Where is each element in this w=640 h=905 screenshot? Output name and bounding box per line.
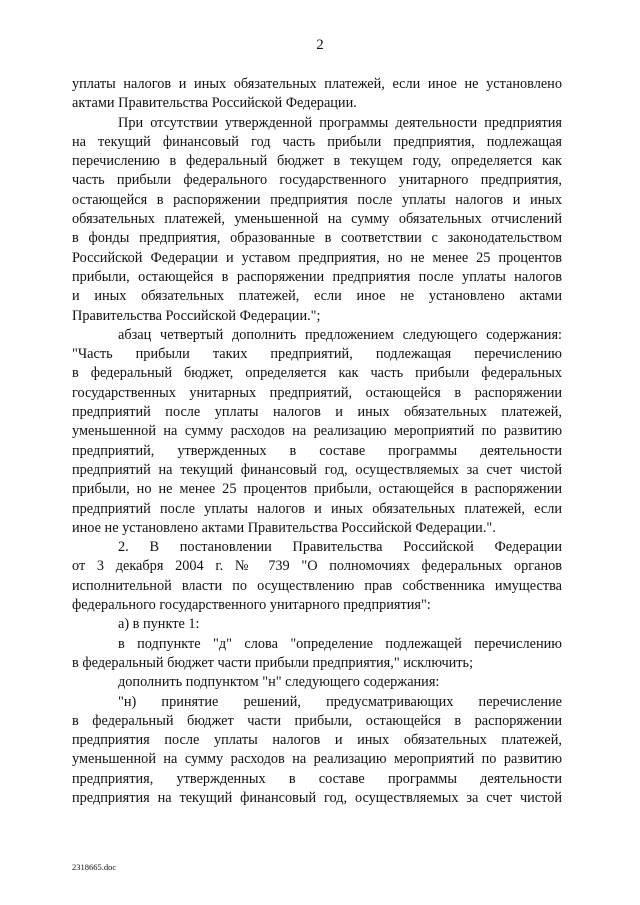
text-line: предприятий на текущий финансовый год, осуществляемых за счет чистой <box>72 461 562 478</box>
text-line: уменьшенной на сумму расходов на реализацию мероприятий по развитию <box>72 751 562 768</box>
text-line: предприятий после уплаты налогов и иных обязательных платежей, <box>72 404 562 421</box>
text-line: в фонды предприятия, образованные в соответствии с законодательством <box>72 230 562 247</box>
text-line: от 3 декабря 2004 г. № 739 "О полномочиях федеральных органов <box>72 558 562 575</box>
text-line: 2. В постановлении Правительства Российской Федерации <box>118 539 562 556</box>
text-line: государственных унитарных предприятий, остающейся в распоряжении <box>72 384 562 401</box>
text-line: уплаты налогов и иных обязательных платежей, если иное не установлено <box>72 76 562 92</box>
footer-file-code: 2318665.doc <box>72 862 117 872</box>
text-line: иное не установлено актами Правительства Российской Федерации.". <box>72 519 496 536</box>
text-line: "н) принятие решений, предусматривающих перечисление <box>118 693 562 710</box>
text-line: уменьшенной на сумму расходов на реализацию мероприятий по развитию <box>72 423 562 440</box>
text-line: предприятия, утвержденных в составе программы деятельности <box>72 770 562 787</box>
text-line: предприятия на текущий финансовый год, осуществляемых за счет чистой <box>72 789 562 806</box>
text-line: прибыли, но не менее 25 процентов прибыли, остающейся в распоряжении <box>72 481 562 498</box>
text-line: При отсутствии утвержденной программы деятельности предприятия <box>118 114 562 131</box>
text-line: дополнить подпунктом "н" следующего содержания: <box>118 674 440 691</box>
text-line: федерального государственного унитарного предприятия": <box>72 597 431 614</box>
text-line: перечислению в федеральный бюджет в текущем году, определяется как <box>72 153 562 170</box>
document-body <box>72 75 562 808</box>
text-line: актами Правительства Российской Федерации. <box>72 95 357 112</box>
text-line: Правительства Российской Федерации."; <box>72 307 321 324</box>
text-line: а) в пункте 1: <box>118 616 200 633</box>
text-line: и иных обязательных платежей, если иное не установлено актами <box>72 288 562 305</box>
text-line: часть прибыли федерального государственного унитарного предприятия, <box>72 172 562 189</box>
text-line: в подпункте "д" слова "определение подлежащей перечислению <box>118 635 562 652</box>
text-line: прибыли, остающейся в распоряжении предприятия после уплаты налогов <box>72 268 562 285</box>
text-line: в федеральный бюджет, определяется как часть прибыли федеральных <box>72 365 562 382</box>
text-line: обязательных платежей, уменьшенной на сумму обязательных отчислений <box>72 211 562 228</box>
text-line: предприятий после уплаты налогов и иных обязательных платежей, если <box>72 500 562 517</box>
text-line: остающейся в распоряжении предприятия после уплаты налогов и иных <box>72 191 562 208</box>
text-line: предприятий, утвержденных в составе программы деятельности <box>72 442 562 459</box>
text-line: Российской Федерации и уставом предприятия, но не менее 25 процентов <box>72 249 562 266</box>
text-line: в федеральный бюджет части прибыли, остающейся в распоряжении <box>72 712 562 729</box>
text-line: предприятия после уплаты налогов и иных обязательных платежей, <box>72 732 562 749</box>
text-line: на текущий финансовый год часть прибыли предприятия, подлежащая <box>72 133 562 150</box>
text-line: абзац четвертый дополнить предложением следующего содержания: <box>118 326 562 343</box>
page-number: 2 <box>316 37 324 53</box>
text-line: "Часть прибыли таких предприятий, подлежащая перечислению <box>72 346 562 363</box>
text-line: в федеральный бюджет части прибыли предприятия," исключить; <box>72 654 474 671</box>
text-line: исполнительной власти по осуществлению прав собственника имущества <box>72 577 562 594</box>
